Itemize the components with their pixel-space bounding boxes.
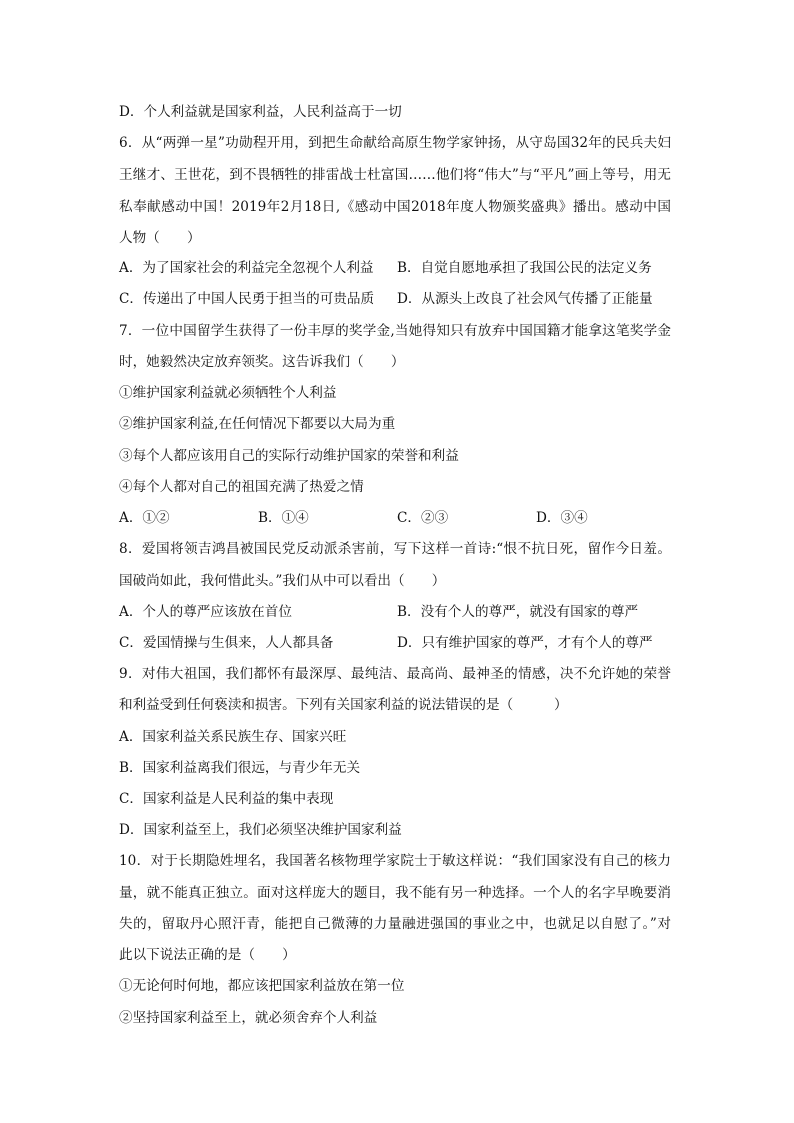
q9-option-b: B．国家利益离我们很远，与青少年无关	[119, 760, 361, 776]
q7-option-b: B．①④	[258, 510, 309, 526]
q6-option-a: A．为了国家社会的利益完全忽视个人利益	[119, 260, 374, 276]
q7-option-a: A．①②	[119, 510, 170, 526]
q7-item-1: ①维护国家利益就必须牺牲个人利益	[119, 385, 337, 401]
q9-stem-line-1: 9．对伟大祖国，我们都怀有最深厚、最纯洁、最高尚、最神圣的情感，决不允许她的荣誉	[119, 666, 671, 682]
q7-item-3: ③每个人都应该用自己的实际行动维护国家的荣誉和利益	[119, 448, 459, 464]
q8-stem-line-2: 国破尚如此，我何惜此头。”我们从中可以看出（ ）	[119, 573, 446, 589]
q5-option-d: D．个人利益就是国家利益，人民利益高于一切	[119, 104, 402, 120]
q6-stem-line-1: 6．从“两弹一星”功勋程开用，到把生命献给高原生物学家钟扬，从守岛国32年的民兵夫妇	[119, 135, 671, 151]
q7-option-c: C．②③	[397, 510, 449, 526]
q10-item-2: ②坚持国家利益至上，就必须舍弃个人利益	[119, 1010, 378, 1026]
q10-stem-line-1: 10．对于长期隐姓埋名，我国著名核物理学家院士于敏这样说：“我们国家没有自己的核力	[119, 853, 671, 869]
q9-option-c: C．国家利益是人民利益的集中表现	[119, 791, 334, 807]
q7-item-4: ④每个人都对自己的祖国充满了热爱之情	[119, 479, 364, 495]
q9-stem-line-2: 和利益受到任何亵渎和损害。下列有关国家利益的说法错误的是（ ）	[119, 697, 568, 713]
q7-stem-line-1: 7．一位中国留学生获得了一份丰厚的奖学金,当她得知只有放弃中国国籍才能拿这笔奖学金	[119, 323, 671, 339]
q6-option-d: D．从源头上改良了社会风气传播了正能量	[397, 291, 653, 307]
q6-option-c: C．传递出了中国人民勇于担当的可贵品质	[119, 291, 375, 307]
q7-stem-line-2: 时，她毅然决定放弃领奖。这告诉我们（ ）	[119, 354, 405, 370]
q8-option-c: C．爱国情操与生俱来，人人都具备	[119, 635, 334, 651]
q10-stem-line-2: 量，就不能真正独立。面对这样庞大的题目，我不能有另一种选择。一个人的名字早晚要消	[119, 885, 671, 901]
q9-option-a: A．国家利益关系民族生存、国家兴旺	[119, 729, 347, 745]
q8-stem-line-1: 8．爱国将领吉鸿昌被国民党反动派杀害前，写下这样一首诗:“恨不抗日死，留作今日羞。	[119, 541, 671, 557]
q8-option-b: B．没有个人的尊严，就没有国家的尊严	[397, 604, 639, 620]
q7-item-2: ②维护国家利益,在任何情况下都要以大局为重	[119, 416, 396, 432]
q6-stem-line-2: 王继才、王世花，到不畏牺牲的排雷战士杜富国……他们将“伟大”与“平凡”画上等号，用无	[119, 167, 671, 183]
q8-option-d: D．只有维护国家的尊严，才有个人的尊严	[397, 635, 653, 651]
q6-option-b: B．自觉自愿地承担了我国公民的法定义务	[397, 260, 652, 276]
q6-stem-line-3: 私奉献感动中国！2019年2月18日,《感动中国2018年度人物颁奖盛典》播出。感动中国	[119, 199, 671, 215]
q6-stem-line-4: 人物（ ）	[119, 230, 201, 246]
q10-stem-line-4: 此以下说法正确的是（ ）	[119, 947, 296, 963]
q8-option-a: A．个人的尊严应该放在首位	[119, 604, 292, 620]
q10-item-1: ①无论何时何地，都应该把国家利益放在第一位	[119, 978, 405, 994]
q7-option-d: D．③④	[536, 510, 588, 526]
q10-stem-line-3: 失的，留取丹心照汗青，能把自己微薄的力量融进强国的事业之中，也就足以自慰了。”对	[119, 916, 671, 932]
q9-option-d: D．国家利益至上，我们必须坚决维护国家利益	[119, 822, 402, 838]
